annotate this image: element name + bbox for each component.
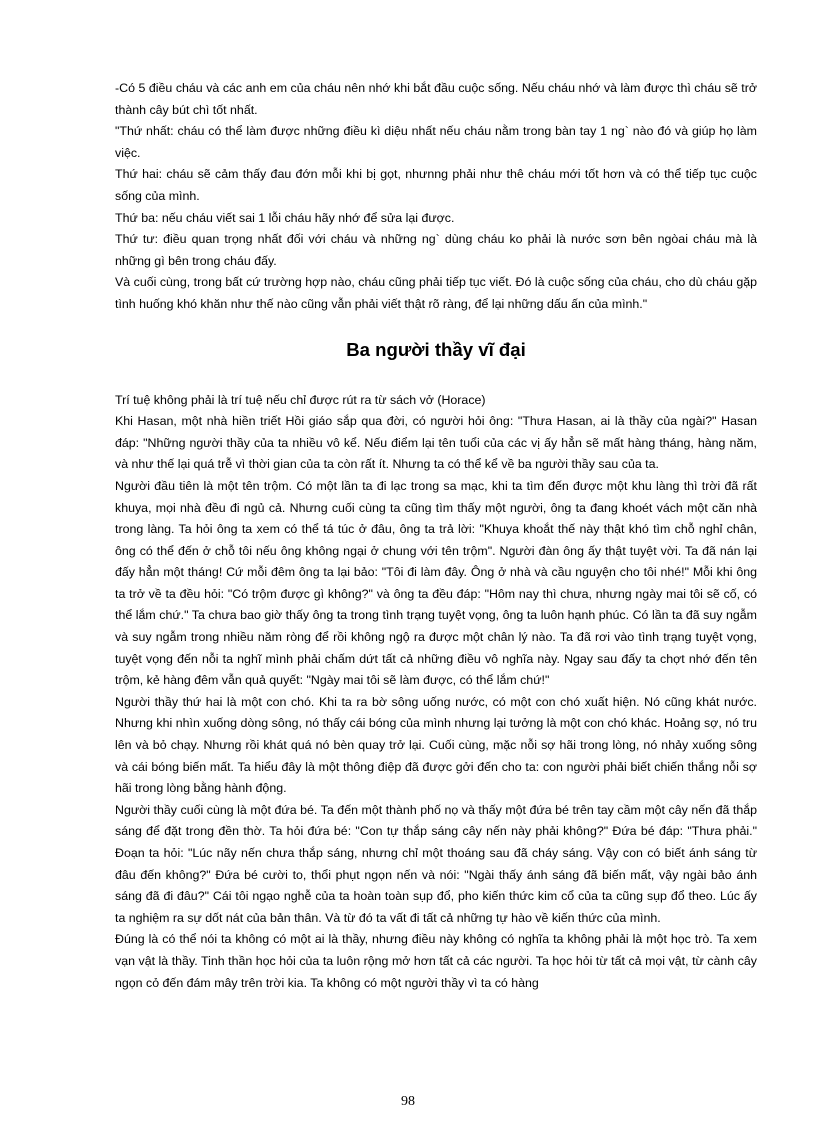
paragraph: -Có 5 điều cháu và các anh em của cháu nên nhớ khi bắt đầu cuộc sống. Nếu cháu nhớ và làm được thì cháu sẽ trở thành cây bút chì tốt nhất. [115,81,757,117]
page-content [115,75,757,994]
section-title: Ba người thầy vĩ đại [346,338,526,360]
paragraph: Thứ ba: nếu cháu viết sai 1 lỗi cháu hãy nhớ để sửa lại được. [115,210,455,225]
paragraph: Người thầy cuối cùng là một đứa bé. Ta đến một thành phố nọ và thấy một đứa bé trên tay cầm một cây nến đã thắp sáng để đặt trong đền thờ. Ta hỏi đứa bé: "Con tự thắp sáng cây nến này phải không?" Đứa bé đáp: "Thưa phải." Đoạn ta hỏi: "Lúc nãy nến chưa thắp sáng, nhưng chỉ một thoáng sau đã cháy sáng. Vậy con có biết ánh sáng từ đâu đến không?" Đứa bé cười to, thổi phụt ngọn nến và nói: "Ngài thấy ánh sáng đã biến mất, vậy ngài bảo ánh sáng đã đi đâu?" Cái tôi ngạo nghễ của ta hoàn toàn sụp đổ, pho kiến thức kim cổ của ta cũng sụp đổ theo. Lúc ấy ta nghiệm ra sự dốt nát của bản thân. Và từ đó ta vất đi tất cả những tự hào về kiến thức của mình. [115,802,757,925]
paragraph: Khi Hasan, một nhà hiền triết Hồi giáo sắp qua đời, có người hỏi ông: "Thưa Hasan, ai là thầy của ngài?" Hasan đáp: "Những người thầy của ta nhiều vô kể. Nếu điểm lại tên tuổi của các vị ấy hẳn sẽ mất hàng tháng, hàng năm, và như thế lại quá trễ vì thời gian của ta còn rất ít. Nhưng ta có thể kể về ba người thầy sau của ta. [115,414,757,472]
paragraph: "Thứ nhất: cháu có thể làm được những điều kì diệu nhất nếu cháu nằm trong bàn tay 1 ng` nào đó và giúp họ làm việc. [115,124,757,160]
paragraph: Người đầu tiên là một tên trộm. Có một lần ta đi lạc trong sa mạc, khi ta tìm đến được một khu làng thì trời đã rất khuya, mọi nhà đều đi ngủ cả. Nhưng cuối cùng ta cũng tìm thấy một người, ông ta đang khoét vách một căn nhà trong làng. Ta hỏi ông ta xem có thể tá túc ở đâu, ông ta trả lời: "Khuya khoắt thế này thật khó tìm chỗ nghỉ chân, ông có thể đến ở chỗ tôi nếu ông không ngại ở chung với tên trộm". Người đàn ông ấy thật tuyệt vời. Ta đã nán lại đấy hẳn một tháng! Cứ mỗi đêm ông ta lại bảo: "Tôi đi làm đây. Ông ở nhà và cầu nguyện cho tôi nhé!" Mỗi khi ông ta trở về ta đều hỏi: "Có trộm được gì không?" và ông ta đều đáp: "Hôm nay thì chưa, nhưng ngày mai tôi sẽ cố, có thể lắm chứ." Ta chưa bao giờ thấy ông ta trong tình trạng tuyệt vọng, ông ta luôn hạnh phúc. Có lần ta đã suy ngẫm và suy ngẫm trong nhiều năm ròng để rồi không ngộ ra được một chân lý nào. Ta đã rơi vào tình trạng tuyệt vọng, tuyệt vọng đến nỗi ta nghĩ mình phải chấm dứt tất cả những điều vô nghĩa này. Ngay sau đấy ta chợt nhớ đến tên trộm, kẻ hàng đêm vẫn quả quyết: "Ngày mai tôi sẽ làm được, có thể lắm chứ!" [115,478,757,688]
paragraph: Đúng là có thể nói ta không có một ai là thầy, nhưng điều này không có nghĩa ta không phải là một học trò. Ta xem vạn vật là thầy. Tinh thần học hỏi của ta luôn rộng mở hơn tất cả các người. Ta học hỏi từ tất cả mọi vật, từ cành cây ngọn cỏ đến đám mây trên trời kia. Ta không có một người thầy vì ta có hàng [115,932,757,990]
page-number: 98 [401,1094,415,1109]
paragraph: Thứ hai: cháu sẽ cảm thấy đau đớn mỗi khi bị gọt, nhưnng phải như thê cháu mới tốt hơn và có thể tiếp tục cuộc sống của mình. [115,167,757,203]
paragraph: Người thầy thứ hai là một con chó. Khi ta ra bờ sông uống nước, có một con chó xuất hiện. Nó cũng khát nước. Nhưng khi nhìn xuống dòng sông, nó thấy cái bóng của mình nhưng lại tưởng là một con chó khác. Hoảng sợ, nó tru lên và bỏ chạy. Nhưng rồi khát quá nó bèn quay trở lại. Cuối cùng, mặc nỗi sợ hãi trong lòng, nó nhảy xuống sông và cái bóng biến mất. Ta hiểu đây là một thông điệp đã được gởi đến cho ta: con người phải biết chiến thắng nỗi sợ hãi trong lòng bằng hành động. [115,694,757,796]
paragraph: Và cuối cùng, trong bất cứ trường hợp nào, cháu cũng phải tiếp tục viết. Đó là cuộc sống của cháu, cho dù cháu gặp tình huống khó khăn như thế nào cũng vẫn phải viết thật rõ ràng, để lại những dấu ấn của mình." [115,275,757,311]
paragraph: Thứ tư: điều quan trọng nhất đối với cháu và những ng` dùng cháu ko phải là nước sơn bên ngòai cháu mà là những gì bên trong cháu đấy. [115,232,757,268]
quote-line: Trí tuệ không phải là trí tuệ nếu chỉ được rút ra từ sách vở (Horace) [115,392,486,407]
